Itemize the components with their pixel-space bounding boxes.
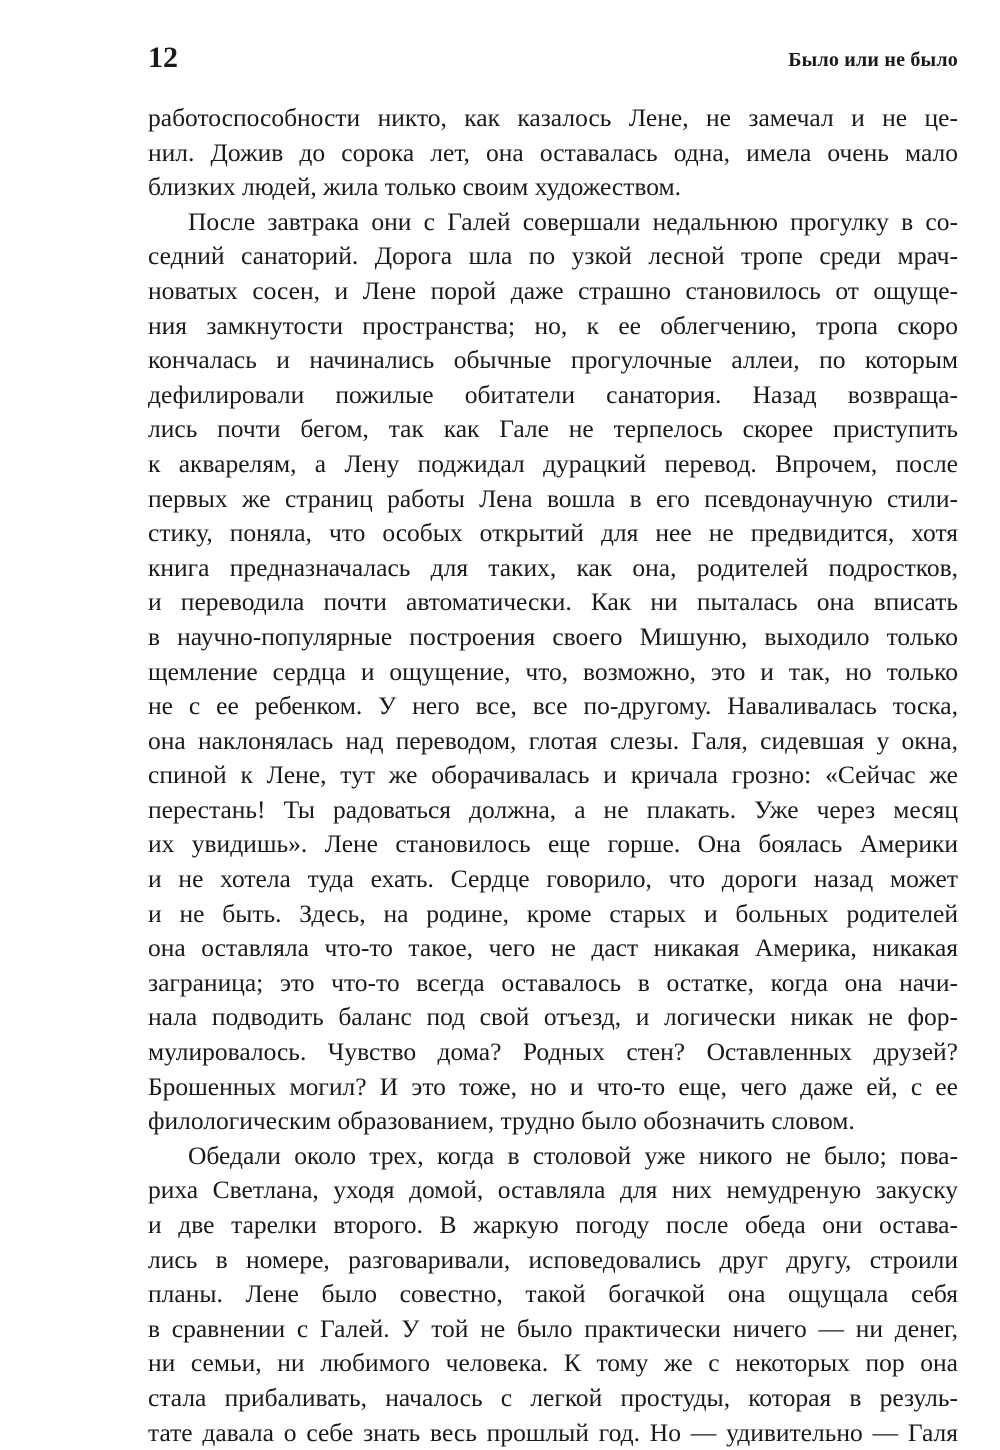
- text-line: тате давала о себе знать весь прошлый год. Но — удивительно — Галя: [148, 1417, 958, 1447]
- running-title: Было или не было: [788, 49, 958, 71]
- text-line: Брошенных могил? И это тоже, но и что-то еще, чего даже ей, с ее: [148, 1071, 958, 1101]
- text-line: лись почти бегом, так как Гале не терпелось скорее приступить: [148, 414, 958, 444]
- text-line: близких людей, жила только своим художеством.: [148, 172, 682, 202]
- text-line: в сравнении с Галей. У той не было практически ничего — ни денег,: [148, 1313, 958, 1343]
- text-line: щемление сердца и ощущение, что, возможно, это и так, но только: [148, 656, 958, 686]
- text-line: спиной к Лене, тут же оборачивалась и кричала грозно: «Сейчас же: [148, 760, 958, 790]
- text-line: ния замкнутости пространства; но, к ее облегчению, тропа скоро: [148, 310, 958, 340]
- text-line: в научно-популярные построения своего Мишуню, выходило только: [148, 621, 958, 651]
- text-line: седний санаторий. Дорога шла по узкой лесной тропе среди мрач-: [148, 241, 958, 271]
- text-line: и переводила почти автоматически. Как ни пыталась она вписать: [148, 587, 958, 617]
- page-header: [148, 38, 958, 78]
- text-line: и две тарелки второго. В жаркую погоду после обеда они остава-: [148, 1210, 958, 1239]
- text-line: ни семьи, ни любимого человека. К тому же с некоторых пор она: [148, 1348, 958, 1378]
- text-line: стику, поняла, что особых открытий для нее не предвидится, хотя: [148, 518, 958, 548]
- text-line: и не хотела туда ехать. Сердце говорило, что дороги назад может: [148, 864, 958, 894]
- text-line: нала подводить баланс под свой отъезд, и логически никак не фор-: [148, 1002, 958, 1032]
- text-line: стала прибаливать, началось с легкой простуды, которая в резуль-: [148, 1382, 958, 1412]
- text-line: После завтрака они с Галей совершали недальнюю прогулку в со-: [188, 206, 958, 236]
- text-line: к акварелям, а Лену поджидал дурацкий перевод. Впрочем, после: [148, 448, 958, 478]
- page-number: 12: [148, 41, 178, 74]
- text-line: их увидишь». Лене становилось еще горше. Она боялась Америки: [148, 829, 958, 859]
- text-line: заграница; это что-то всегда оставалось в остатке, когда она начи-: [148, 967, 958, 997]
- body-text: [148, 101, 958, 1450]
- text-line: она оставляла что-то такое, чего не даст никакая Америка, никакая: [148, 933, 958, 963]
- text-line: не с ее ребенком. У него все, все по-другому. Наваливалась тоска,: [148, 691, 958, 721]
- text-line: перестань! Ты радоваться должна, а не плакать. Уже через месяц: [148, 794, 958, 824]
- text-line: кончалась и начинались обычные прогулочные аллеи, по которым: [148, 345, 958, 375]
- text-line: и не быть. Здесь, на родине, кроме старых и больных родителей: [148, 898, 958, 928]
- text-line: лись в номере, разговаривали, исповедовались друг другу, строили: [148, 1244, 958, 1274]
- text-line: первых же страниц работы Лена вошла в его псевдонаучную стили-: [148, 483, 958, 513]
- text-line: книга предназначалась для таких, как она, родителей подростков,: [148, 552, 958, 582]
- text-line: дефилировали пожилые обитатели санатория. Назад возвраща-: [148, 379, 958, 409]
- text-line: она наклонялась над переводом, глотая слезы. Галя, сидевшая у окна,: [148, 725, 958, 755]
- text-line: нил. Дожив до сорока лет, она оставалась одна, имела очень мало: [148, 137, 958, 167]
- text-line: планы. Лене было совестно, такой богачкой она ощущала себя: [148, 1279, 958, 1309]
- text-line: мулировалось. Чувство дома? Родных стен? Оставленных друзей?: [148, 1037, 958, 1067]
- text-line: филологическим образованием, трудно было обозначить словом.: [148, 1106, 855, 1136]
- text-line: работоспособности никто, как казалось Лене, не замечал и не це-: [148, 103, 958, 132]
- text-line: новатых сосен, и Лене порой даже страшно становилось от ощуще-: [148, 275, 958, 305]
- text-line: Обедали около трех, когда в столовой уже никого не было; пова-: [188, 1140, 958, 1170]
- text-line: риха Светлана, уходя домой, оставляла для них немудреную закуску: [148, 1175, 958, 1205]
